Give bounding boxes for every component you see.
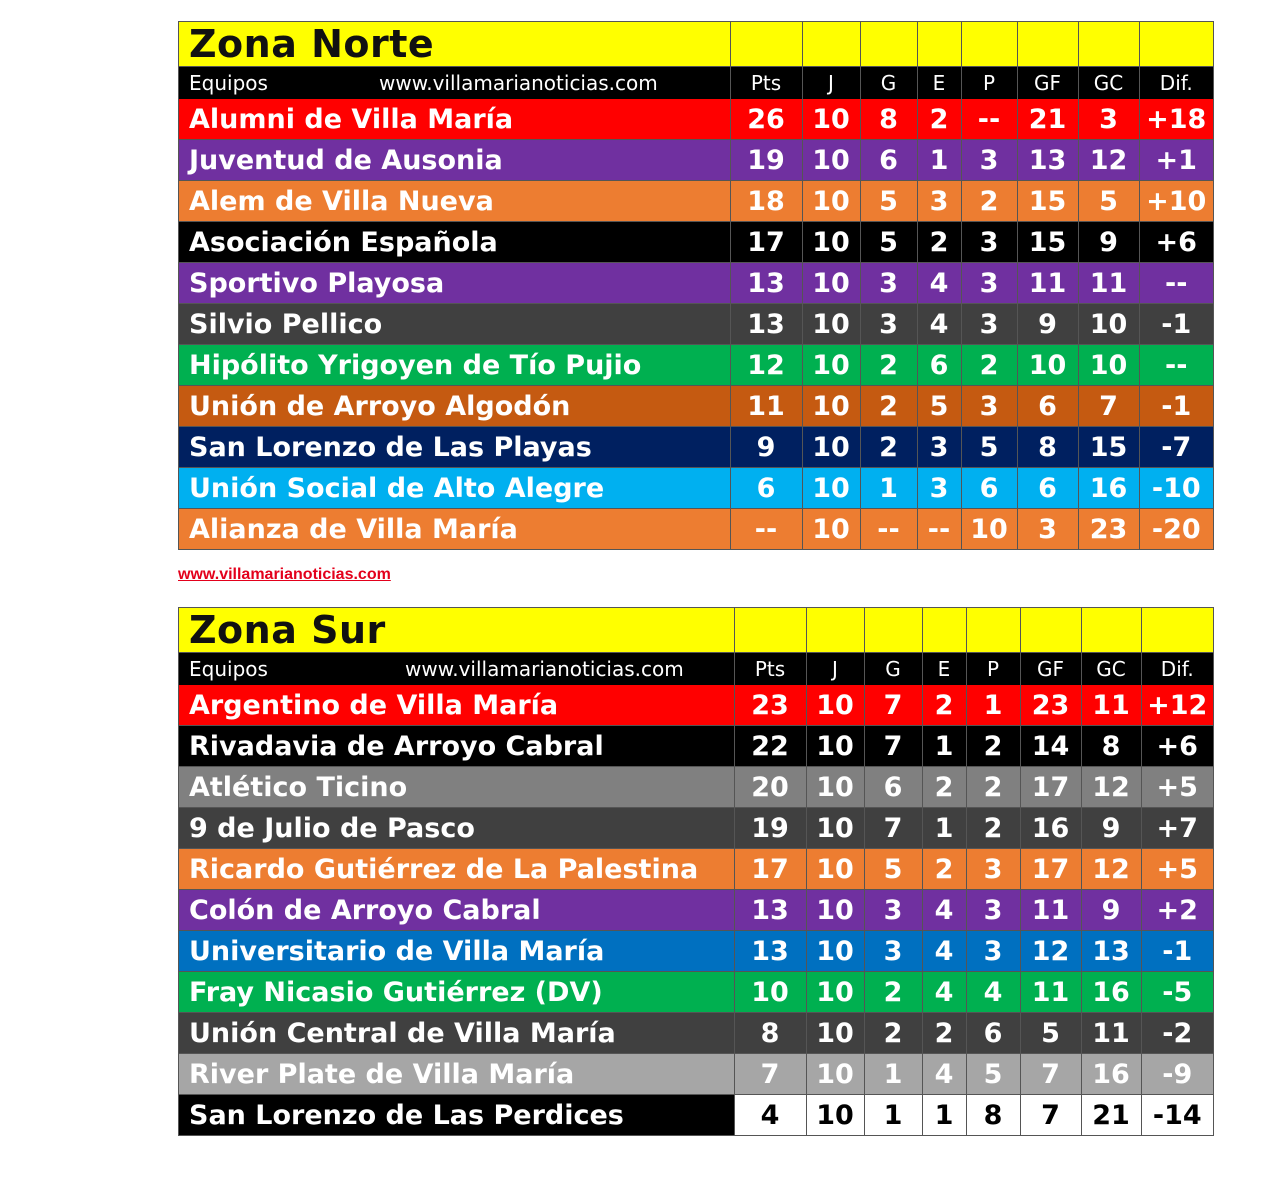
stat-e: 2 — [917, 222, 961, 263]
stat-dif: +6 — [1141, 726, 1213, 767]
table-row — [179, 304, 1213, 345]
stat-dif: -9 — [1141, 1054, 1213, 1095]
title-filler — [1078, 22, 1139, 67]
header-e: E — [922, 653, 966, 686]
stat-p: 5 — [961, 427, 1017, 468]
sur-team-rows — [179, 685, 1213, 1135]
sur-standings — [179, 608, 1213, 1135]
stat-j: 10 — [802, 181, 860, 222]
stat-pts: 26 — [730, 99, 802, 140]
stat-e: 4 — [917, 304, 961, 345]
stat-pts: 20 — [734, 767, 806, 808]
stat-j: 10 — [802, 304, 860, 345]
title-filler — [1020, 608, 1081, 653]
stat-j: 10 — [806, 972, 864, 1013]
stat-g: 2 — [860, 386, 917, 427]
stat-gc: 9 — [1078, 222, 1139, 263]
stat-pts: 13 — [734, 931, 806, 972]
stat-j: 10 — [806, 849, 864, 890]
stat-g: 3 — [860, 304, 917, 345]
site-label: www.villamarianoticias.com — [379, 71, 658, 95]
title-filler — [922, 608, 966, 653]
stat-p: 2 — [966, 767, 1020, 808]
stat-pts: 22 — [734, 726, 806, 767]
norte-standings — [179, 22, 1213, 549]
title-filler — [864, 608, 922, 653]
stat-g: 6 — [864, 767, 922, 808]
table-row — [179, 1013, 1213, 1054]
stat-p: 5 — [966, 1054, 1020, 1095]
stat-gc: 10 — [1078, 345, 1139, 386]
stat-gc: 10 — [1078, 304, 1139, 345]
header-gc: GC — [1078, 67, 1139, 100]
stat-p: 3 — [966, 931, 1020, 972]
table-row — [179, 427, 1213, 468]
stat-e: 4 — [917, 263, 961, 304]
stat-gf: 16 — [1020, 808, 1081, 849]
title-filler — [961, 22, 1017, 67]
stat-p: 3 — [961, 263, 1017, 304]
stat-dif: -20 — [1139, 509, 1213, 550]
table-row — [179, 509, 1213, 550]
table-row — [179, 99, 1213, 140]
title-filler — [734, 608, 806, 653]
stat-gf: 9 — [1017, 304, 1078, 345]
title-filler — [1017, 22, 1078, 67]
stat-gf: 17 — [1020, 767, 1081, 808]
header-gc: GC — [1081, 653, 1141, 686]
team-name: Unión de Arroyo Algodón — [179, 386, 730, 427]
stat-e: 5 — [917, 386, 961, 427]
stat-g: 7 — [864, 808, 922, 849]
norte-title-row — [179, 22, 1213, 67]
stat-p: 4 — [966, 972, 1020, 1013]
stat-gf: 6 — [1017, 386, 1078, 427]
title-filler — [917, 22, 961, 67]
table-row — [179, 931, 1213, 972]
zona-norte-table — [178, 21, 1214, 550]
stat-gf: 8 — [1017, 427, 1078, 468]
equipos-label: Equipos — [189, 657, 268, 681]
stat-pts: 19 — [730, 140, 802, 181]
stat-gc: 12 — [1078, 140, 1139, 181]
stat-j: 10 — [806, 808, 864, 849]
stat-j: 10 — [806, 767, 864, 808]
stat-pts: 18 — [730, 181, 802, 222]
team-name: Juventud de Ausonia — [179, 140, 730, 181]
stat-gf: 5 — [1020, 1013, 1081, 1054]
team-name: 9 de Julio de Pasco — [179, 808, 734, 849]
title-filler — [806, 608, 864, 653]
stat-dif: +12 — [1141, 685, 1213, 726]
table-row — [179, 263, 1213, 304]
stat-g: 2 — [860, 427, 917, 468]
stat-gf: 3 — [1017, 509, 1078, 550]
stat-dif: -1 — [1139, 386, 1213, 427]
table-row — [179, 890, 1213, 931]
stat-gc: 15 — [1078, 427, 1139, 468]
header-gf: GF — [1020, 653, 1081, 686]
stat-gc: 12 — [1081, 767, 1141, 808]
stat-j: 10 — [802, 509, 860, 550]
stat-gc: 7 — [1078, 386, 1139, 427]
sur-header-row — [179, 653, 1213, 686]
table-row — [179, 1054, 1213, 1095]
stat-gf: 10 — [1017, 345, 1078, 386]
norte-header-row — [179, 67, 1213, 100]
team-name: Silvio Pellico — [179, 304, 730, 345]
stat-e: 4 — [922, 1054, 966, 1095]
team-name: Fray Nicasio Gutiérrez (DV) — [179, 972, 734, 1013]
stat-p: 2 — [961, 345, 1017, 386]
table-row — [179, 468, 1213, 509]
stat-gf: 23 — [1020, 685, 1081, 726]
stat-g: 1 — [864, 1095, 922, 1136]
stat-g: -- — [860, 509, 917, 550]
table-row — [179, 726, 1213, 767]
stat-j: 10 — [802, 263, 860, 304]
stat-j: 10 — [806, 1054, 864, 1095]
stat-dif: -14 — [1141, 1095, 1213, 1136]
stat-gf: 14 — [1020, 726, 1081, 767]
stat-e: 3 — [917, 181, 961, 222]
stat-gf: 21 — [1017, 99, 1078, 140]
stat-pts: 4 — [734, 1095, 806, 1136]
sur-title-row — [179, 608, 1213, 653]
stat-gf: 11 — [1020, 972, 1081, 1013]
team-name: River Plate de Villa María — [179, 1054, 734, 1095]
stat-pts: 23 — [734, 685, 806, 726]
header-pts: Pts — [730, 67, 802, 100]
title-filler — [1081, 608, 1141, 653]
title-filler — [1141, 608, 1213, 653]
stat-p: 2 — [961, 181, 1017, 222]
stat-dif: +1 — [1139, 140, 1213, 181]
stat-dif: -10 — [1139, 468, 1213, 509]
stat-j: 10 — [806, 685, 864, 726]
stat-gf: 7 — [1020, 1054, 1081, 1095]
stat-p: 3 — [961, 222, 1017, 263]
stat-gc: 16 — [1081, 1054, 1141, 1095]
stat-gc: 11 — [1081, 685, 1141, 726]
header-dif: Dif. — [1141, 653, 1213, 686]
stat-g: 1 — [864, 1054, 922, 1095]
stat-p: 10 — [961, 509, 1017, 550]
stat-gc: 3 — [1078, 99, 1139, 140]
team-name: Asociación Española — [179, 222, 730, 263]
zone-title: Zona Norte — [179, 22, 730, 67]
stat-dif: +18 — [1139, 99, 1213, 140]
stat-g: 2 — [860, 345, 917, 386]
stat-gc: 9 — [1081, 890, 1141, 931]
stat-gc: 12 — [1081, 849, 1141, 890]
stat-e: 4 — [922, 890, 966, 931]
table-row — [179, 140, 1213, 181]
header-p: P — [961, 67, 1017, 100]
stat-p: 1 — [966, 685, 1020, 726]
equipos-label: Equipos — [189, 71, 268, 95]
title-filler — [802, 22, 860, 67]
stat-pts: 10 — [734, 972, 806, 1013]
stat-p: 6 — [966, 1013, 1020, 1054]
stat-e: 6 — [917, 345, 961, 386]
table-row — [179, 808, 1213, 849]
team-name: Unión Central de Villa María — [179, 1013, 734, 1054]
stat-g: 6 — [860, 140, 917, 181]
stat-j: 10 — [802, 345, 860, 386]
stat-dif: +10 — [1139, 181, 1213, 222]
stat-e: -- — [917, 509, 961, 550]
title-filler — [860, 22, 917, 67]
stat-j: 10 — [802, 468, 860, 509]
stat-j: 10 — [802, 386, 860, 427]
team-name: Hipólito Yrigoyen de Tío Pujio — [179, 345, 730, 386]
stat-g: 8 — [860, 99, 917, 140]
stat-e: 1 — [922, 726, 966, 767]
team-name: Argentino de Villa María — [179, 685, 734, 726]
stat-dif: +5 — [1141, 767, 1213, 808]
stat-gf: 7 — [1020, 1095, 1081, 1136]
stat-gc: 23 — [1078, 509, 1139, 550]
stat-gc: 5 — [1078, 181, 1139, 222]
team-name: Ricardo Gutiérrez de La Palestina — [179, 849, 734, 890]
table-row — [179, 767, 1213, 808]
stat-p: -- — [961, 99, 1017, 140]
table-row — [179, 345, 1213, 386]
stat-gf: 15 — [1017, 222, 1078, 263]
stat-dif: -2 — [1141, 1013, 1213, 1054]
stat-dif: -7 — [1139, 427, 1213, 468]
stat-p: 6 — [961, 468, 1017, 509]
stat-dif: +7 — [1141, 808, 1213, 849]
stat-gc: 8 — [1081, 726, 1141, 767]
team-name: San Lorenzo de Las Perdices — [179, 1095, 734, 1136]
stat-j: 10 — [806, 1013, 864, 1054]
team-name: Alumni de Villa María — [179, 99, 730, 140]
stat-gc: 9 — [1081, 808, 1141, 849]
stat-dif: -5 — [1141, 972, 1213, 1013]
header-p: P — [966, 653, 1020, 686]
credit-link[interactable]: www.villamarianoticias.com — [178, 566, 391, 583]
title-filler — [1139, 22, 1213, 67]
stat-dif: -1 — [1139, 304, 1213, 345]
stat-gc: 11 — [1078, 263, 1139, 304]
stat-pts: 17 — [730, 222, 802, 263]
stat-g: 2 — [864, 1013, 922, 1054]
stat-e: 3 — [917, 468, 961, 509]
header-equipos — [179, 67, 730, 100]
stat-g: 3 — [864, 931, 922, 972]
header-j: J — [806, 653, 864, 686]
stat-gf: 6 — [1017, 468, 1078, 509]
title-filler — [966, 608, 1020, 653]
team-name: Alianza de Villa María — [179, 509, 730, 550]
team-name: Rivadavia de Arroyo Cabral — [179, 726, 734, 767]
stat-e: 4 — [922, 931, 966, 972]
zone-title: Zona Sur — [179, 608, 734, 653]
stat-e: 2 — [922, 1013, 966, 1054]
zona-sur-table — [178, 607, 1214, 1136]
table-row — [179, 222, 1213, 263]
stat-gc: 11 — [1081, 1013, 1141, 1054]
stat-gc: 13 — [1081, 931, 1141, 972]
stat-j: 10 — [806, 890, 864, 931]
team-name: Sportivo Playosa — [179, 263, 730, 304]
stat-pts: 19 — [734, 808, 806, 849]
team-name: Atlético Ticino — [179, 767, 734, 808]
stat-pts: 17 — [734, 849, 806, 890]
stat-e: 2 — [922, 685, 966, 726]
header-e: E — [917, 67, 961, 100]
table-row — [179, 849, 1213, 890]
stat-pts: 12 — [730, 345, 802, 386]
stat-gf: 15 — [1017, 181, 1078, 222]
norte-team-rows — [179, 99, 1213, 549]
stat-gc: 16 — [1081, 972, 1141, 1013]
stat-pts: 6 — [730, 468, 802, 509]
stat-g: 1 — [860, 468, 917, 509]
header-g: G — [864, 653, 922, 686]
stat-gc: 16 — [1078, 468, 1139, 509]
stat-e: 2 — [922, 767, 966, 808]
stat-p: 3 — [961, 140, 1017, 181]
stat-e: 3 — [917, 427, 961, 468]
stat-pts: 11 — [730, 386, 802, 427]
table-row — [179, 972, 1213, 1013]
stat-p: 2 — [966, 726, 1020, 767]
table-row — [179, 386, 1213, 427]
stat-e: 2 — [917, 99, 961, 140]
stat-p: 3 — [961, 386, 1017, 427]
stat-e: 2 — [922, 849, 966, 890]
stat-p: 8 — [966, 1095, 1020, 1136]
title-filler — [730, 22, 802, 67]
stat-e: 1 — [917, 140, 961, 181]
stat-g: 7 — [864, 685, 922, 726]
stat-gc: 21 — [1081, 1095, 1141, 1136]
stat-j: 10 — [802, 427, 860, 468]
stat-gf: 11 — [1020, 890, 1081, 931]
stat-dif: -- — [1139, 345, 1213, 386]
stat-gf: 11 — [1017, 263, 1078, 304]
header-pts: Pts — [734, 653, 806, 686]
stat-e: 1 — [922, 808, 966, 849]
team-name: Universitario de Villa María — [179, 931, 734, 972]
stat-gf: 12 — [1020, 931, 1081, 972]
team-name: Alem de Villa Nueva — [179, 181, 730, 222]
stat-e: 4 — [922, 972, 966, 1013]
table-row — [179, 181, 1213, 222]
stat-j: 10 — [802, 140, 860, 181]
stat-gf: 17 — [1020, 849, 1081, 890]
stat-g: 5 — [860, 181, 917, 222]
stat-dif: +2 — [1141, 890, 1213, 931]
stat-pts: -- — [730, 509, 802, 550]
stat-p: 2 — [966, 808, 1020, 849]
stat-e: 1 — [922, 1095, 966, 1136]
stat-j: 10 — [806, 931, 864, 972]
stat-dif: -1 — [1141, 931, 1213, 972]
stat-dif: -- — [1139, 263, 1213, 304]
team-name: San Lorenzo de Las Playas — [179, 427, 730, 468]
stat-p: 3 — [966, 890, 1020, 931]
stat-g: 5 — [860, 222, 917, 263]
header-gf: GF — [1017, 67, 1078, 100]
stat-g: 3 — [864, 890, 922, 931]
header-dif: Dif. — [1139, 67, 1213, 100]
table-row — [179, 685, 1213, 726]
table-row — [179, 1095, 1213, 1136]
team-name: Unión Social de Alto Alegre — [179, 468, 730, 509]
site-label: www.villamarianoticias.com — [405, 657, 684, 681]
stat-dif: +6 — [1139, 222, 1213, 263]
stat-pts: 8 — [734, 1013, 806, 1054]
stat-p: 3 — [966, 849, 1020, 890]
stat-j: 10 — [806, 1095, 864, 1136]
stat-pts: 9 — [730, 427, 802, 468]
stat-pts: 13 — [730, 304, 802, 345]
header-j: J — [802, 67, 860, 100]
stat-j: 10 — [802, 99, 860, 140]
stat-pts: 7 — [734, 1054, 806, 1095]
stat-dif: +5 — [1141, 849, 1213, 890]
stat-g: 7 — [864, 726, 922, 767]
stat-p: 3 — [961, 304, 1017, 345]
header-g: G — [860, 67, 917, 100]
stat-j: 10 — [802, 222, 860, 263]
stat-j: 10 — [806, 726, 864, 767]
stat-gf: 13 — [1017, 140, 1078, 181]
team-name: Colón de Arroyo Cabral — [179, 890, 734, 931]
stat-g: 5 — [864, 849, 922, 890]
stat-g: 2 — [864, 972, 922, 1013]
stat-pts: 13 — [730, 263, 802, 304]
header-equipos — [179, 653, 734, 686]
stat-g: 3 — [860, 263, 917, 304]
stat-pts: 13 — [734, 890, 806, 931]
